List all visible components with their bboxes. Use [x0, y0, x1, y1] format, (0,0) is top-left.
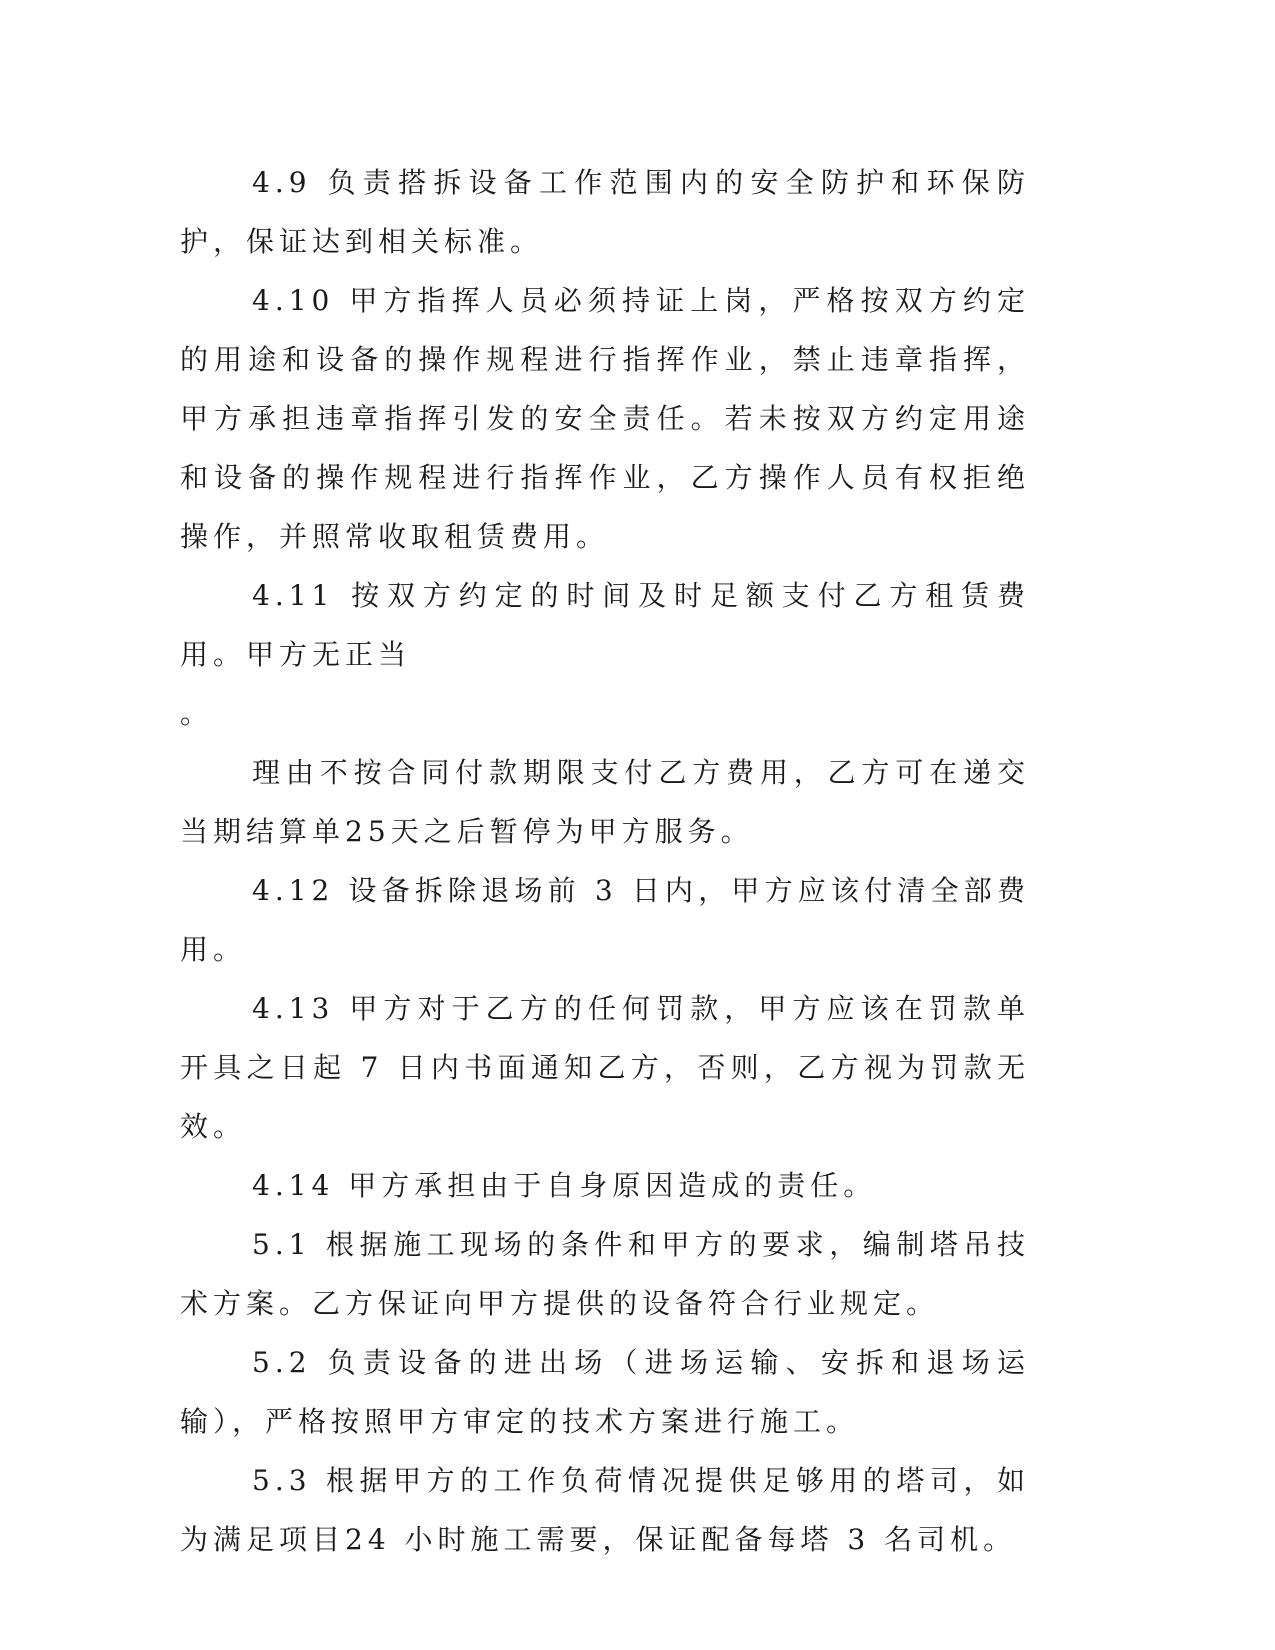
paragraph-5-3: 5.3 根据甲方的工作负荷情况提供足够用的塔司，如为满足项目24 小时施工需要，保证配备每塔 3 名司机。 — [180, 1464, 1030, 1556]
paragraph-4-10: 4.10 甲方指挥人员必须持证上岗，严格按双方约定的用途和设备的操作规程进行指挥作业，禁止违章指挥，甲方承担违章指挥引发的安全责任。若未按双方约定用途和设备的操作规程进行指挥作业，乙方操作人员有权拒绝操作，并照常收取租赁费用。 — [180, 284, 1030, 553]
paragraph-4-11: 4.11 按双方约定的时间及时足额支付乙方租赁费用。甲方无正当 — [180, 579, 1030, 671]
paragraph-stray-period: 。 — [180, 697, 214, 730]
paragraph-4-14: 4.14 甲方承担由于自身原因造成的责任。 — [252, 1169, 877, 1202]
paragraph-5-2: 5.2 负责设备的进出场（进场运输、安拆和退场运输），严格按照甲方审定的技术方案进行施工。 — [180, 1346, 1030, 1438]
document-body — [180, 153, 1030, 1569]
paragraph-4-9: 4.9 负责搭拆设备工作范围内的安全防护和环保防护，保证达到相关标准。 — [180, 166, 1030, 258]
paragraph-4-12: 4.12 设备拆除退场前 3 日内，甲方应该付清全部费用。 — [180, 874, 1030, 966]
paragraph-4-11-continued: 理由不按合同付款期限支付乙方费用，乙方可在递交当期结算单25天之后暂停为甲方服务。 — [180, 756, 1030, 848]
paragraph-4-13: 4.13 甲方对于乙方的任何罚款，甲方应该在罚款单开具之日起 7 日内书面通知乙方，否则，乙方视为罚款无效。 — [180, 992, 1030, 1143]
paragraph-5-1: 5.1 根据施工现场的条件和甲方的要求，编制塔吊技术方案。乙方保证向甲方提供的设备符合行业规定。 — [180, 1228, 1030, 1320]
